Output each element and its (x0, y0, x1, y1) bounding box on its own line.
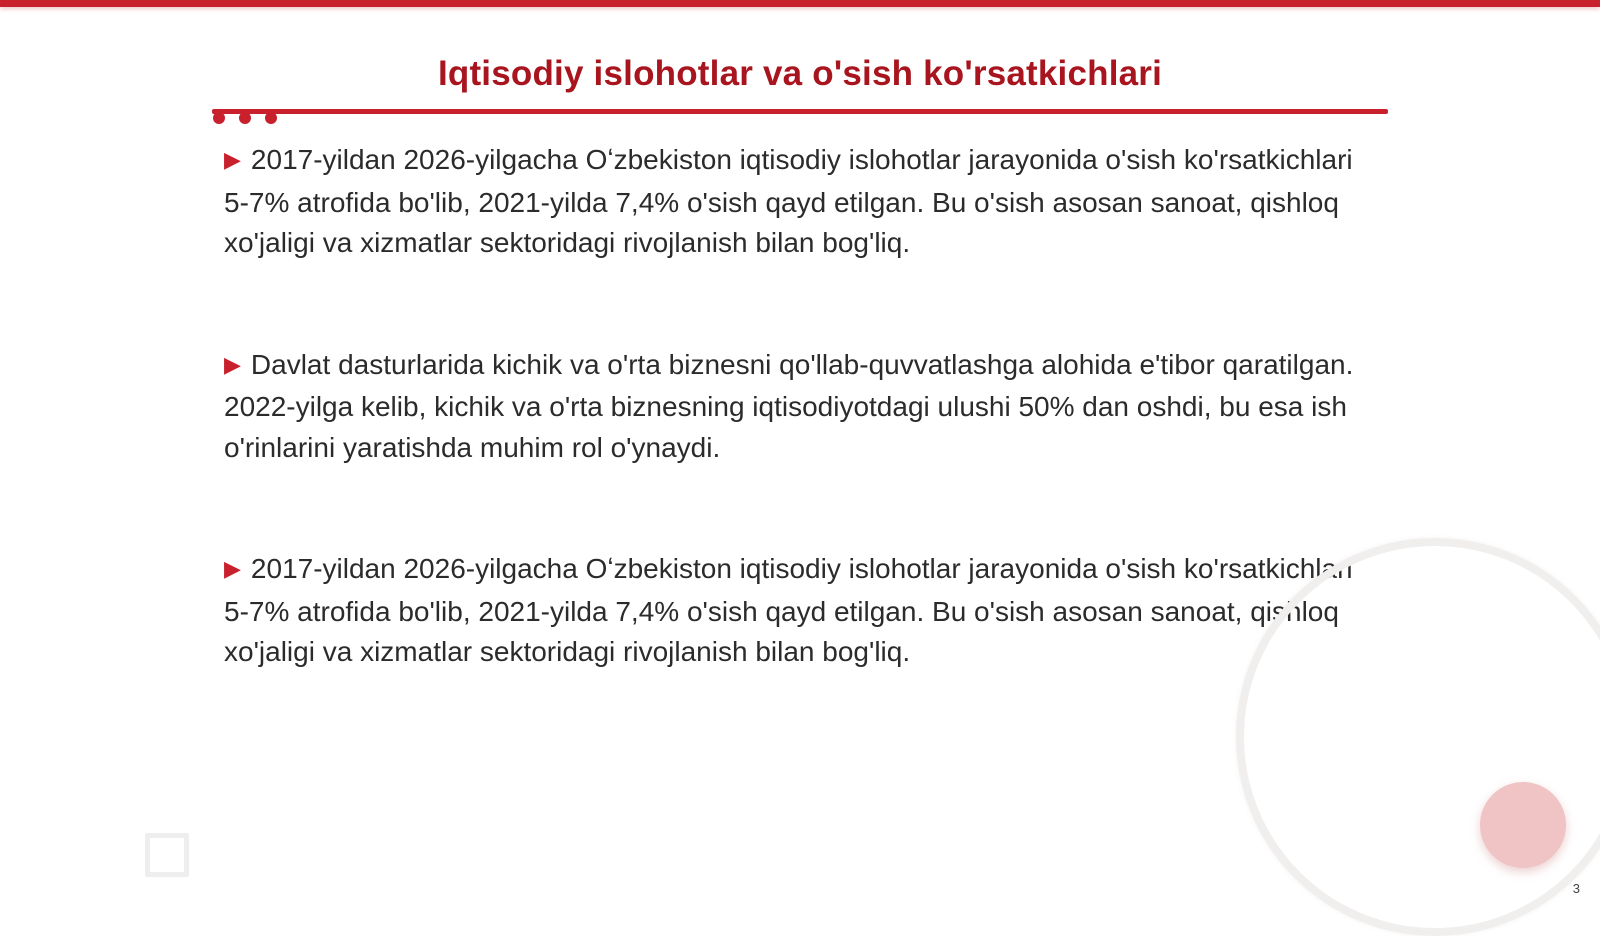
title-underline (212, 109, 1388, 114)
triangle-right-icon: ▶ (224, 147, 241, 172)
decor-blob (1480, 782, 1566, 868)
decor-dot (265, 112, 277, 124)
bullet-text: Davlat dasturlarida kichik va o'rta biznesni qo'llab-quvvatlashga alohida e'tibor qaratilgan. 2022-yilga kelib, kichik va o'rta biznesning iqtisodiyotdagi ulushi 50% dan oshdi, bu esa ish o'rinlarini yaratishda muhim rol o'ynaydi. (224, 348, 1354, 463)
decor-dot (213, 112, 225, 124)
bullet-item (224, 140, 1374, 264)
bullet-item (224, 345, 1374, 469)
bullet-text: 2017-yildan 2026-yilgacha Oʻzbekiston iqtisodiy islohotlar jarayonida o'sish ko'rsatkichlari 5-7% atrofida bo'lib, 2021-yilda 7,4% o'sish qayd etilgan. Bu o'sish asosan sanoat, qishloq xo'jaligi va xizmatlar sektoridagi rivojlanish bilan bog'liq. (224, 144, 1353, 258)
triangle-right-icon: ▶ (224, 556, 241, 581)
decor-dot (239, 112, 251, 124)
page-number: 3 (1572, 881, 1580, 896)
decor-square (145, 833, 189, 877)
slide-title: Iqtisodiy islohotlar va o'sish ko'rsatkichlari (437, 54, 1163, 93)
triangle-right-icon: ▶ (224, 351, 241, 377)
bullet-text: 2017-yildan 2026-yilgacha Oʻzbekiston iqtisodiy islohotlar jarayonida o'sish ko'rsatkichlari 5-7% atrofida bo'lib, 2021-yilda 7,4% o'sish qayd etilgan. Bu o'sish asosan sanoat, qishloq xo'jaligi va xizmatlar sektoridagi rivojlanish bilan bog'liq. (224, 553, 1353, 667)
top-accent-bar (0, 0, 1600, 7)
bullet-list (224, 140, 1374, 673)
bullet-item (224, 549, 1374, 673)
